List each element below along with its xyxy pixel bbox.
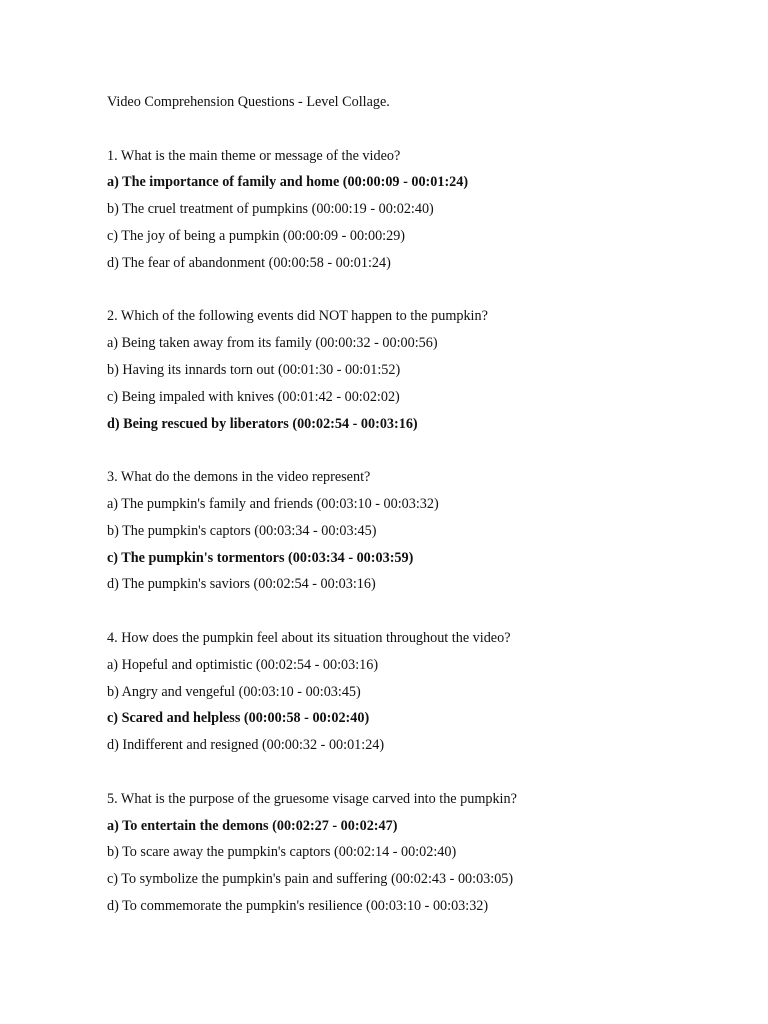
question-2 bbox=[107, 303, 727, 437]
option: a) The pumpkin's family and friends (00:03:10 - 00:03:32) bbox=[107, 495, 439, 512]
option: a) Being taken away from its family (00:00:32 - 00:00:56) bbox=[107, 335, 438, 352]
option: d) The fear of abandonment (00:00:58 - 00:01:24) bbox=[107, 254, 391, 271]
question-text: 3. What do the demons in the video represent? bbox=[107, 469, 371, 486]
option-correct: c) Scared and helpless (00:00:58 - 00:02:40) bbox=[107, 710, 370, 727]
option: b) To scare away the pumpkin's captors (00:02:14 - 00:02:40) bbox=[107, 844, 457, 861]
option: d) Indifferent and resigned (00:00:32 - 00:01:24) bbox=[107, 737, 385, 754]
question-3 bbox=[107, 464, 727, 598]
option: d) To commemorate the pumpkin's resilience (00:03:10 - 00:03:32) bbox=[107, 897, 489, 914]
option-correct: d) Being rescued by liberators (00:02:54 - 00:03:16) bbox=[107, 415, 418, 432]
question-5 bbox=[107, 786, 727, 920]
document-title: Video Comprehension Questions - Level Collage. bbox=[107, 94, 390, 110]
option: b) Angry and vengeful (00:03:10 - 00:03:45) bbox=[107, 683, 361, 700]
document-page bbox=[107, 89, 727, 947]
question-4 bbox=[107, 625, 727, 759]
option: c) Being impaled with knives (00:01:42 - 00:02:02) bbox=[107, 388, 400, 405]
option: b) Having its innards torn out (00:01:30 - 00:01:52) bbox=[107, 361, 401, 378]
option: b) The pumpkin's captors (00:03:34 - 00:03:45) bbox=[107, 522, 377, 539]
question-text: 1. What is the main theme or message of the video? bbox=[107, 147, 401, 164]
question-1 bbox=[107, 143, 727, 277]
option: a) Hopeful and optimistic (00:02:54 - 00:03:16) bbox=[107, 656, 379, 673]
option: c) The joy of being a pumpkin (00:00:09 - 00:00:29) bbox=[107, 227, 406, 244]
option-correct: a) The importance of family and home (00:00:09 - 00:01:24) bbox=[107, 174, 469, 191]
question-text: 2. Which of the following events did NOT happen to the pumpkin? bbox=[107, 308, 488, 325]
option-correct: a) To entertain the demons (00:02:27 - 00:02:47) bbox=[107, 817, 398, 834]
question-text: 5. What is the purpose of the gruesome visage carved into the pumpkin? bbox=[107, 790, 517, 807]
question-text: 4. How does the pumpkin feel about its situation throughout the video? bbox=[107, 629, 511, 646]
option: c) To symbolize the pumpkin's pain and suffering (00:02:43 - 00:03:05) bbox=[107, 871, 514, 888]
option: d) The pumpkin's saviors (00:02:54 - 00:03:16) bbox=[107, 576, 376, 593]
option: b) The cruel treatment of pumpkins (00:00:19 - 00:02:40) bbox=[107, 201, 434, 218]
option-correct: c) The pumpkin's tormentors (00:03:34 - 00:03:59) bbox=[107, 549, 414, 566]
